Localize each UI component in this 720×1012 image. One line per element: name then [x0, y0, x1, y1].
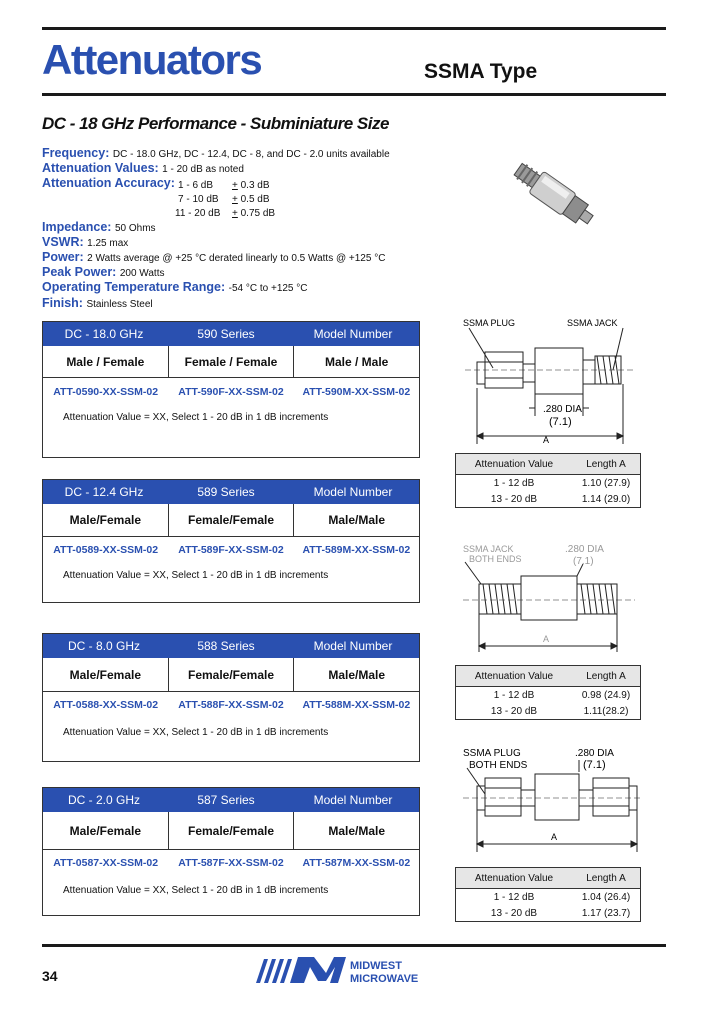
spec-label: Operating Temperature Range:: [42, 280, 226, 294]
accuracy-range: 7 - 10 dB: [178, 194, 219, 205]
part-number: ATT-587F-XX-SSM-02: [178, 857, 284, 869]
part-number: ATT-588M-XX-SSM-02: [302, 699, 411, 711]
spec-peak-power: [42, 265, 164, 279]
spec-label: Power:: [42, 250, 84, 264]
series-table-589: [42, 479, 420, 603]
cell-attenuation: 13 - 20 dB: [490, 493, 538, 505]
spec-label: Impedance:: [42, 220, 112, 234]
table-row: [456, 687, 640, 703]
series-model-heading: Model Number: [313, 639, 393, 653]
part-number: ATT-590F-XX-SSM-02: [178, 386, 284, 398]
col-male-female: Male/Female: [69, 513, 142, 527]
d2-both-label: BOTH ENDS: [469, 554, 522, 564]
cell-attenuation: 1 - 12 dB: [493, 477, 535, 489]
col-male-female: Male / Female: [66, 354, 145, 369]
col-female-female: Female / Female: [168, 346, 294, 377]
cell-attenuation: 13 - 20 dB: [490, 705, 538, 717]
col-male-male: Male / Male: [293, 346, 419, 377]
plus-minus: +: [232, 208, 238, 219]
spec-frequency: [42, 146, 390, 160]
plus-minus: +: [232, 194, 238, 205]
part-number: ATT-590M-XX-SSM-02: [302, 386, 411, 398]
col-male-female: Male/Female: [69, 823, 142, 838]
col-female-female: Female/Female: [168, 658, 294, 691]
col-male-male: Male/Male: [293, 504, 419, 536]
length-table-header: [456, 454, 640, 475]
part-number: ATT-0588-XX-SSM-02: [53, 699, 159, 711]
part-number: ATT-587M-XX-SSM-02: [302, 857, 411, 869]
spec-value: 200 Watts: [119, 268, 165, 279]
part-number: ATT-589F-XX-SSM-02: [178, 544, 284, 556]
cell-length: 1.14 (29.0): [581, 493, 631, 505]
logo-line-2: MICROWAVE: [350, 973, 419, 985]
product-photo: [500, 150, 610, 240]
cell-length: 1.04 (26.4): [581, 891, 631, 903]
d1-dia-label: .280 DIA: [543, 404, 582, 415]
d2-dia-label: .280 DIA: [565, 544, 604, 555]
part-number: ATT-589M-XX-SSM-02: [302, 544, 411, 556]
series-columns: [43, 658, 419, 692]
spec-value: Stainless Steel: [86, 299, 153, 310]
d1-jack-label: SSMA JACK: [567, 318, 618, 328]
spec-value: 1.25 max: [87, 238, 129, 249]
cell-attenuation: 1 - 12 dB: [493, 891, 535, 903]
accuracy-tol: [232, 194, 270, 205]
series-table-587: [42, 787, 420, 916]
series-note: Attenuation Value = XX, Select 1 - 20 dB in 1 dB increments: [63, 727, 329, 738]
cell-length: 0.98 (24.9): [581, 689, 631, 701]
table-row: [456, 889, 640, 905]
series-freq: DC - 18.0 GHz: [64, 327, 144, 341]
spec-impedance: [42, 220, 156, 234]
accuracy-range: 1 - 6 dB: [178, 180, 214, 191]
accuracy-row: [178, 180, 213, 191]
plus-minus: +: [232, 180, 238, 191]
d3-plug-label: SSMA PLUG: [463, 748, 521, 759]
d2-length-label: A: [543, 634, 550, 644]
col-length-a: Length A: [586, 670, 626, 682]
page-number: 34: [42, 968, 58, 984]
spec-label: Frequency:: [42, 146, 110, 160]
series-columns: [43, 812, 419, 850]
series-table-590: [42, 321, 420, 458]
col-attenuation-value: Attenuation Value: [474, 670, 554, 682]
d3-length-label: A: [551, 832, 558, 842]
spec-value: DC - 18.0 GHz, DC - 12.4, DC - 8, and DC - 2.0 units available: [112, 149, 390, 160]
col-length-a: Length A: [586, 872, 626, 884]
d1-plug-label: SSMA PLUG: [463, 318, 516, 328]
length-table-590: [455, 453, 641, 508]
cell-length: 1.17 (23.7): [581, 907, 631, 919]
table-row: [456, 475, 640, 491]
part-number: ATT-0589-XX-SSM-02: [53, 544, 159, 556]
spec-label: Attenuation Accuracy:: [42, 176, 175, 190]
accuracy-tol: [232, 208, 275, 219]
spec-label: VSWR:: [42, 235, 84, 249]
spec-att-values: [42, 161, 244, 175]
d3-dia-label: .280 DIA: [575, 748, 614, 759]
col-male-male: Male/Male: [293, 658, 419, 691]
spec-value: 2 Watts average @ +25 °C derated linearly to 0.5 Watts @ +125 °C: [87, 253, 386, 264]
length-table-header: [456, 666, 640, 687]
series-parts: [43, 386, 419, 398]
series-freq: DC - 2.0 GHz: [67, 793, 140, 807]
spec-label: Attenuation Values:: [42, 161, 159, 175]
series-note: Attenuation Value = XX, Select 1 - 20 dB in 1 dB increments: [63, 570, 329, 581]
spec-label: Finish:: [42, 296, 83, 310]
series-note: Attenuation Value = XX, Select 1 - 20 dB in 1 dB increments: [63, 885, 329, 896]
series-parts: [43, 699, 419, 711]
spec-value: 1 - 20 dB as noted: [162, 164, 244, 175]
logo-line-1: MIDWEST: [350, 960, 402, 972]
series-name: 588 Series: [197, 639, 255, 653]
cell-length: 1.10 (27.9): [581, 477, 631, 489]
accuracy-tol: [232, 180, 270, 191]
spec-vswr: [42, 235, 128, 249]
diagram-590: [455, 312, 645, 447]
spec-label: Peak Power:: [42, 265, 117, 279]
series-model-heading: Model Number: [313, 793, 393, 807]
footer-rule: [42, 944, 666, 947]
table-row: [456, 703, 640, 719]
series-header: [43, 322, 419, 346]
col-male-male: Male/Male: [293, 812, 419, 849]
cell-length: 1.11(28.2): [583, 705, 629, 717]
type-label: SSMA Type: [424, 60, 538, 83]
page-title: Attenuators: [42, 36, 262, 83]
spec-temperature: [42, 280, 308, 294]
series-parts: [43, 857, 419, 869]
series-model-heading: Model Number: [313, 327, 393, 341]
series-header: [43, 634, 419, 658]
series-columns: [43, 346, 419, 378]
series-freq: DC - 12.4 GHz: [64, 485, 144, 499]
series-model-heading: Model Number: [313, 485, 393, 499]
d2-mm-label: (7.1): [573, 556, 594, 567]
top-rule: [42, 27, 666, 30]
d1-mm-label: (7.1): [549, 416, 572, 428]
accuracy-row: [175, 208, 220, 219]
diagram-587: [455, 744, 645, 859]
col-attenuation-value: Attenuation Value: [474, 872, 554, 884]
col-female-female: Female/Female: [168, 504, 294, 536]
midwest-microwave-logo: [256, 955, 436, 987]
series-header: [43, 480, 419, 504]
accuracy-tolerance: 0.75 dB: [240, 208, 276, 219]
series-note: Attenuation Value = XX, Select 1 - 20 dB in 1 dB increments: [63, 412, 329, 423]
part-number: ATT-0590-XX-SSM-02: [53, 386, 159, 398]
part-number: ATT-0587-XX-SSM-02: [53, 857, 159, 869]
series-table-588: [42, 633, 420, 762]
accuracy-range: 11 - 20 dB: [175, 208, 221, 219]
col-attenuation-value: Attenuation Value: [474, 458, 554, 470]
cell-attenuation: 1 - 12 dB: [493, 689, 535, 701]
spec-accuracy: [42, 176, 175, 190]
spec-finish: [42, 296, 153, 310]
series-columns: [43, 504, 419, 537]
accuracy-tolerance: 0.3 dB: [240, 180, 270, 191]
length-table-587: [455, 867, 641, 922]
series-name: 589 Series: [197, 485, 255, 499]
diagram-589: [455, 540, 645, 660]
d3-both-label: BOTH ENDS: [469, 760, 528, 771]
spec-value: -54 °C to +125 °C: [228, 283, 308, 294]
d3-mm-label: (7.1): [583, 759, 606, 771]
length-table-header: [456, 868, 640, 889]
table-row: [456, 905, 640, 921]
spec-value: 50 Ohms: [114, 223, 156, 234]
col-length-a: Length A: [586, 458, 626, 470]
cell-attenuation: 13 - 20 dB: [490, 907, 538, 919]
subtitle: DC - 18 GHz Performance - Subminiature Size: [42, 114, 389, 133]
series-name: 590 Series: [197, 327, 255, 341]
d1-length-label: A: [543, 435, 550, 445]
length-table-589: [455, 665, 641, 720]
col-female-female: Female/Female: [168, 812, 294, 849]
d2-jack-label: SSMA JACK: [463, 544, 514, 554]
accuracy-row: [178, 194, 219, 205]
spec-power: [42, 250, 385, 264]
series-freq: DC - 8.0 GHz: [67, 639, 140, 653]
series-header: [43, 788, 419, 812]
series-name: 587 Series: [197, 793, 255, 807]
header-rule: [42, 93, 666, 96]
part-number: ATT-588F-XX-SSM-02: [178, 699, 284, 711]
series-parts: [43, 544, 419, 556]
col-male-female: Male/Female: [69, 667, 142, 682]
table-row: [456, 491, 640, 507]
accuracy-tolerance: 0.5 dB: [240, 194, 270, 205]
